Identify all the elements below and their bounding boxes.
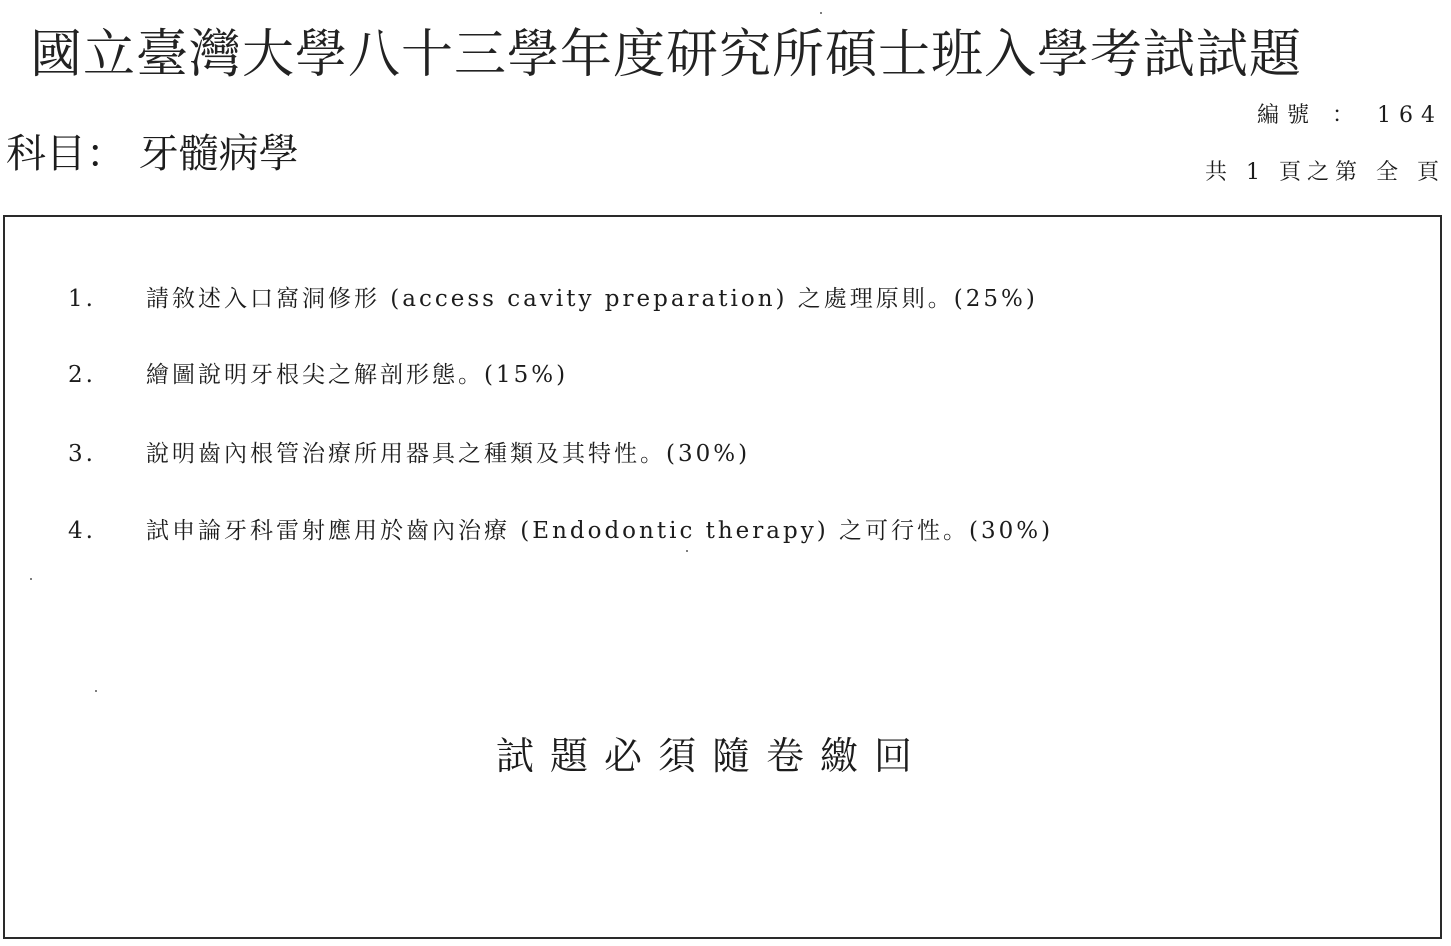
- question-text: 試申論牙科雷射應用於齒內治療 (Endodontic therapy) 之可行性。(30%): [146, 518, 1054, 544]
- question-text: 說明齒內根管治療所用器具之種類及其特性。(30%): [146, 441, 751, 467]
- question-number: 1.: [68, 286, 96, 312]
- question-item: [68, 435, 750, 468]
- question-frame: [3, 215, 1442, 939]
- exam-subject: 科目： 牙髓病學: [6, 131, 299, 177]
- question-number: 2.: [68, 362, 96, 388]
- exam-serial-number: 編號 ： 164: [1257, 103, 1443, 128]
- question-number: 4.: [68, 518, 96, 544]
- question-item: [68, 512, 1053, 545]
- question-item: [68, 280, 1038, 313]
- scan-speck: [30, 578, 32, 580]
- scan-speck: [820, 12, 822, 14]
- exam-title: 國立臺灣大學八十三學年度研究所碩士班入學考試試題: [30, 25, 1303, 85]
- question-text: 繪圖說明牙根尖之解剖形態。(15%): [146, 362, 569, 388]
- question-text: 請敘述入口窩洞修形 (access cavity preparation) 之處理原則。(25%): [146, 286, 1038, 312]
- return-notice: 試題必須隨卷繳回: [496, 734, 929, 778]
- scan-speck: [95, 690, 97, 692]
- page-info: 共 1 頁之第 全 頁: [1205, 160, 1445, 185]
- question-item: [68, 356, 568, 389]
- scan-speck: [686, 550, 688, 552]
- question-number: 3.: [68, 441, 96, 467]
